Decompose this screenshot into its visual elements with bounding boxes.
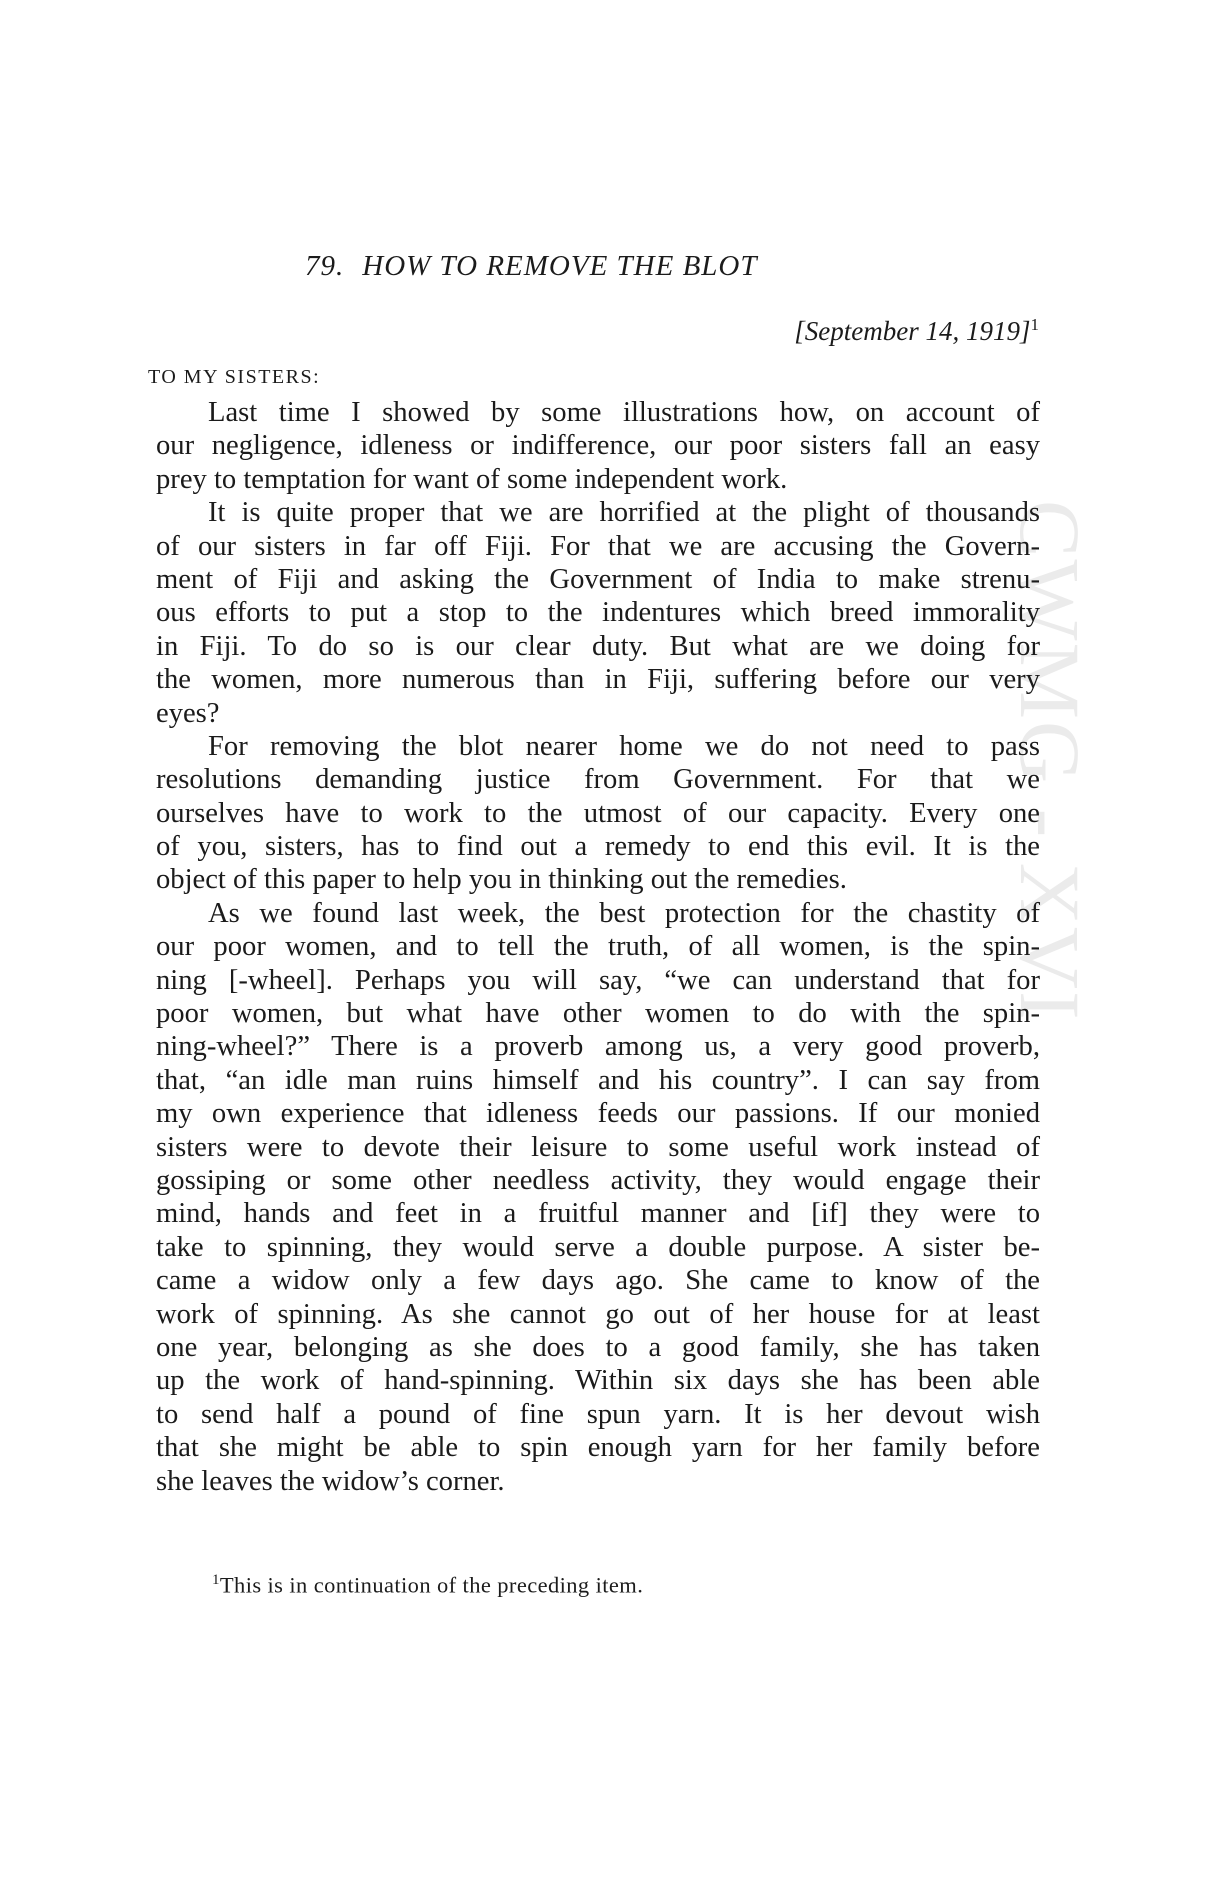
salutation: TO MY SISTERS: [148,366,321,388]
footnote-marker: 1 [212,1572,220,1588]
dateline-date: [September 14, 1919] [794,316,1031,346]
article-number: 79. [305,250,345,282]
text-line: of you, sisters, has to find out a remedy to end this evil. It is the [156,831,1040,863]
article-heading [305,250,758,283]
footnote-reference: 1 [1030,315,1039,334]
text-line: one year, belonging as she does to a good family, she has taken [156,1331,1040,1363]
text-line: poor women, but what have other women to do with the spin- [156,998,1040,1030]
text-line: in Fiji. To do so is our clear duty. But what are we doing for [156,630,1040,662]
text-line: object of this paper to help you in thinking out the remedies. [156,864,847,896]
text-line: take to spinning, they would serve a double purpose. A sister be- [156,1231,1040,1263]
text-line: that, “an idle man ruins himself and his country”. I can say from [156,1064,1040,1096]
text-line: ous efforts to put a stop to the indentures which breed immorality [156,597,1040,629]
text-line: my own experience that idleness feeds our passions. If our monied [156,1098,1040,1130]
text-line: came a widow only a few days ago. She came to know of the [156,1265,1040,1297]
text-line: ourselves have to work to the utmost of our capacity. Every one [156,797,1040,829]
text-line: to send half a pound of fine spun yarn. It is her devout wish [156,1398,1040,1430]
footnote-text: This is in continuation of the preceding item. [219,1572,644,1598]
text-line: ning [-wheel]. Perhaps you will say, “we can understand that for [156,964,1040,996]
text-line: gossiping or some other needless activity, they would engage their [156,1164,1040,1196]
text-line: It is quite proper that we are horrified at the plight of thousands [208,497,1040,529]
paragraph [156,730,1040,897]
text-line: eyes? [156,697,220,729]
text-line: up the work of hand-spinning. Within six days she has been able [156,1365,1040,1397]
text-line: work of spinning. As she cannot go out of her house for at least [156,1298,1040,1330]
text-line: prey to temptation for want of some independent work. [156,463,788,495]
text-line: that she might be able to spin enough yarn for her family before [156,1432,1040,1464]
text-line: ning-wheel?” There is a proverb among us, a very good proverb, [156,1031,1040,1063]
paragraph [156,496,1040,730]
text-line: the women, more numerous than in Fiji, suffering before our very [156,664,1040,696]
text-line: For removing the blot nearer home we do not need to pass [208,730,1040,762]
body-text [156,396,1040,1498]
text-line: she leaves the widow’s corner. [156,1465,505,1497]
text-line: As we found last week, the best protection for the chastity of [208,897,1040,929]
dateline [794,315,1039,347]
text-line: sisters were to devote their leisure to some useful work instead of [156,1131,1040,1163]
footnote [212,1572,643,1599]
text-line: Last time I showed by some illustrations how, on account of [208,397,1040,428]
text-line: ment of Fiji and asking the Government of India to make strenu- [156,563,1040,595]
watermark: CWMG - XVI [1002,500,1098,1022]
paragraph [156,396,1040,496]
text-line: resolutions demanding justice from Government. For that we [156,764,1040,796]
article-title: HOW TO REMOVE THE BLOT [362,250,758,282]
text-line: mind, hands and feet in a fruitful manner and [if] they were to [156,1198,1040,1230]
text-line: our negligence, idleness or indifference, our poor sisters fall an easy [156,430,1040,462]
text-line: our poor women, and to tell the truth, of all women, is the spin- [156,931,1040,963]
text-line: of our sisters in far off Fiji. For that we are accusing the Govern- [156,530,1040,562]
paragraph [156,897,1040,1498]
